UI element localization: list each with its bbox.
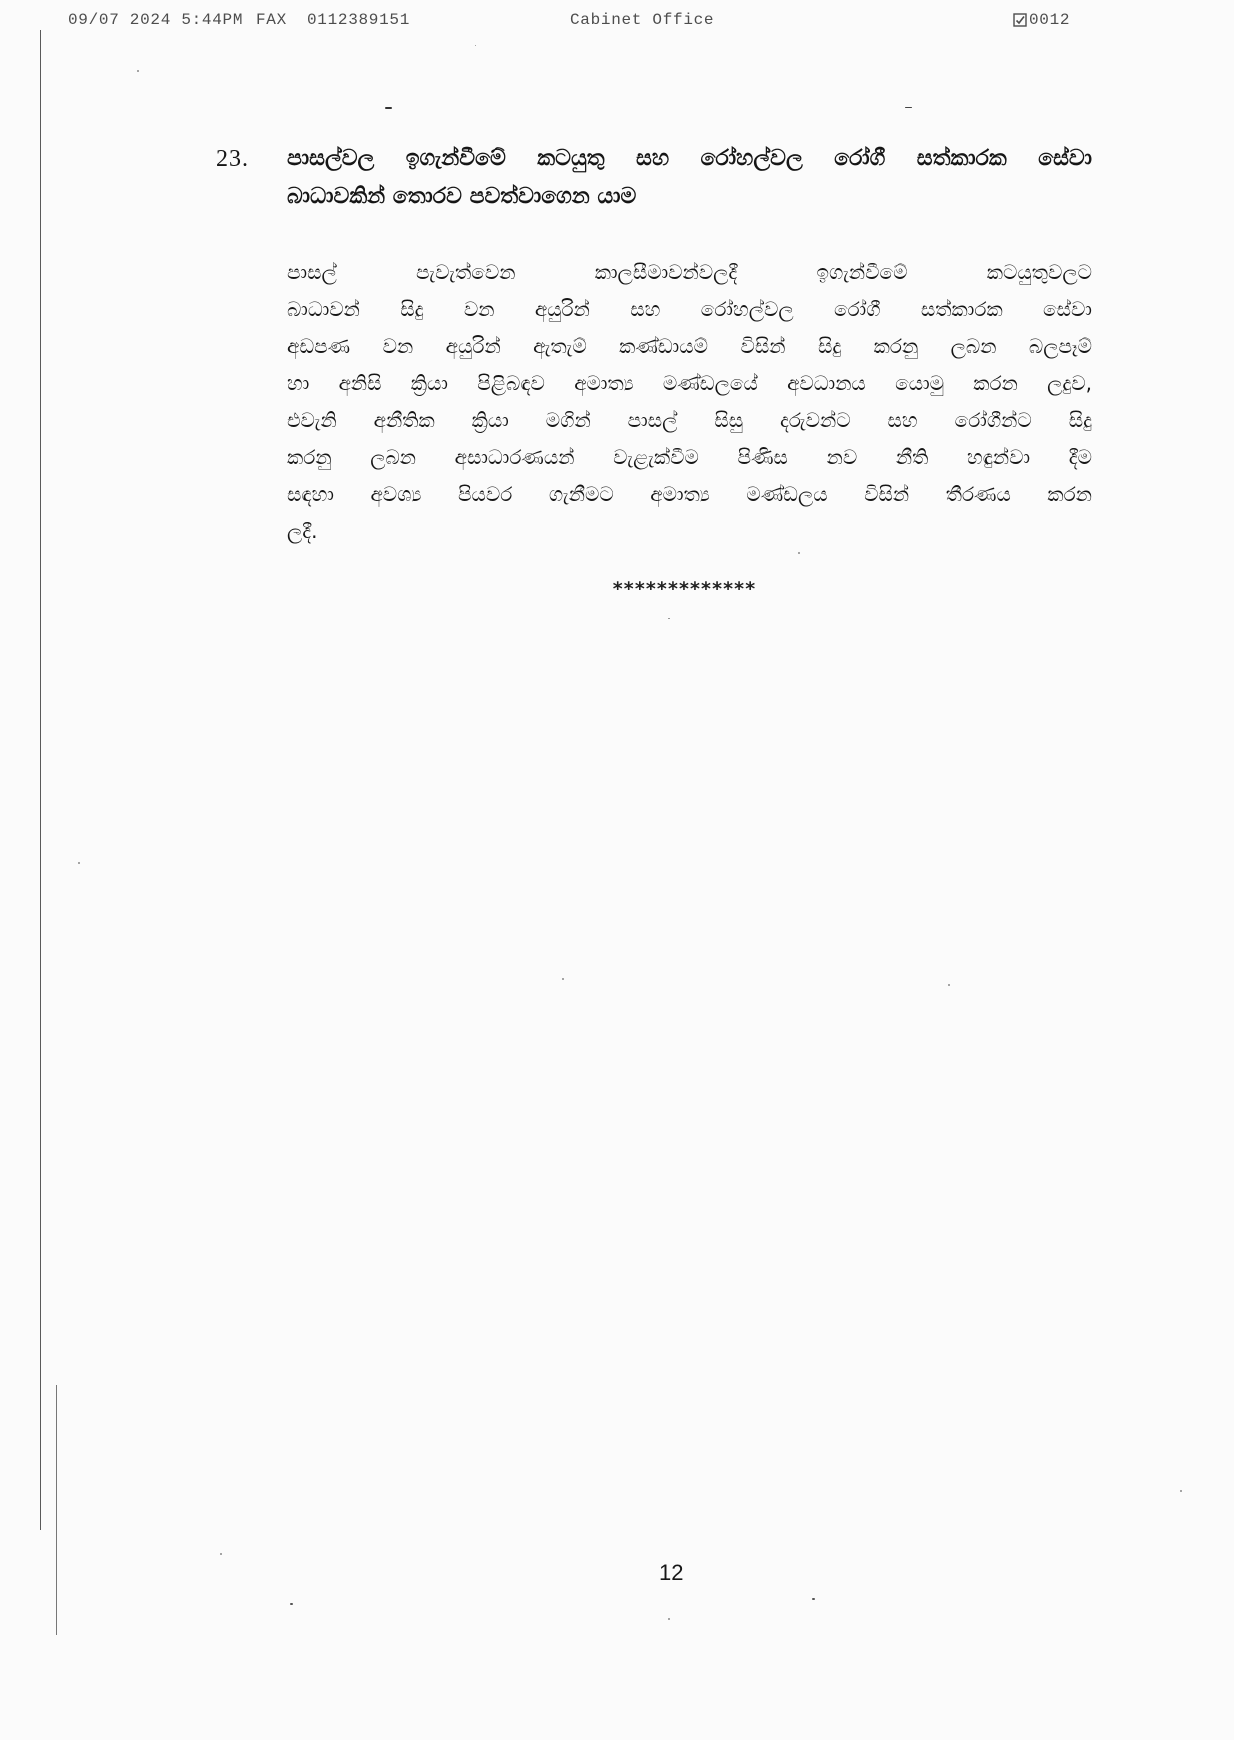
fax-label: FAX [256,11,287,29]
section-separator: ************* [612,578,756,600]
body-line: අඩපණ වන අයුරින් ඇතැම් කණ්ඩායම් විසින් සිදු කරනු ලබන බලපෑම් [287,334,1092,358]
body-line: සඳහා අවශ්‍ය පියවර ගැනීමට අමාත්‍ය මණ්ඩලය විසින් තීරණය කරන [287,482,1092,506]
scan-speck [812,1598,815,1600]
scan-speck [1180,1490,1182,1492]
body-line: කරනු ලබන අසාධාරණයන් වැළැක්වීම පිණිස නව නීති හඳුන්වා දීම [287,445,1092,469]
body-line: බාධාවන් සිදු වන අයුරින් සහ රෝහල්වල රෝගී සත්කාරක සේවා [287,297,1092,321]
fax-sender: Cabinet Office [570,11,715,29]
scan-speck [948,984,950,986]
scan-margin-line [56,1385,57,1635]
scan-speck [78,862,80,864]
scan-speck [668,1618,670,1620]
scan-speck [475,45,476,46]
scan-margin-line [40,30,41,1530]
body-line: හා අනිසි ක්‍රියා පිළිබඳව අමාත්‍ය මණ්ඩලයේ අවධානය යොමු කරන ලදුව, [287,371,1092,395]
item-heading [287,140,1092,216]
body-line: ලදී. [287,519,318,543]
heading-line: පාසල්වල ඉගැන්වීමේ කටයුතු සහ රෝහල්වල රෝගී සත්කාරක සේවා [287,146,1092,171]
scan-speck [798,552,800,554]
fax-page-code-text: 0012 [1029,11,1071,29]
item-body [287,254,1092,550]
scan-speck [905,107,912,108]
fax-number: 0112389151 [307,11,411,29]
fax-page-code [1013,11,1070,29]
body-line: එවැනි අනීතික ක්‍රියා මගින් පාසල් සිසු දරුවන්ට සහ රෝගීන්ට සිදු [287,408,1092,432]
scan-speck [668,618,670,619]
scan-speck [562,978,564,980]
heading-line: බාධාවකින් තොරව පවත්වාගෙන යාම [287,184,637,209]
checkbox-icon [1013,13,1027,27]
scan-speck [220,1553,222,1555]
page-number: 12 [659,1560,684,1585]
item-number: 23. [216,146,249,172]
scan-speck [290,1603,293,1605]
scan-speck [137,70,139,72]
scan-speck [385,107,392,109]
body-line: පාසල් පැවැත්වෙන කාලසීමාවන්වලදී ඉගැන්වීමේ කටයුතුවලට [287,260,1092,284]
fax-datetime: 09/07 2024 5:44PM [68,11,244,29]
